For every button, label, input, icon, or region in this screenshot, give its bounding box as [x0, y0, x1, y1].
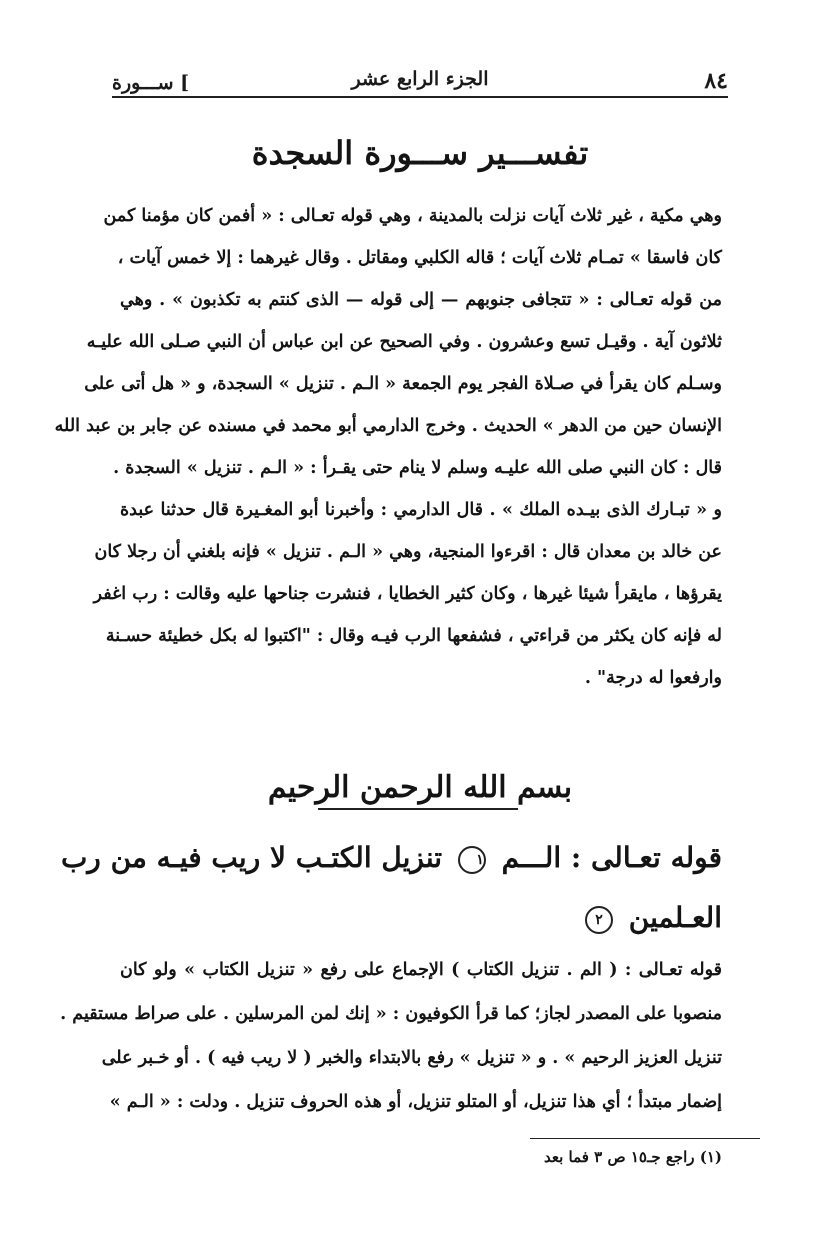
verse-line-2 — [120, 888, 722, 948]
section-title: تفســـير ســـورة السجدة — [251, 134, 589, 172]
text-line: منصوبا على المصدر لجاز؛ كما قرأ الكوفيون : « إنك لمن المرسلين . على صراط مستقيم . — [60, 1004, 722, 1024]
verse-text: تنزيل الكتـب لا ريب فيـه من رب — [60, 841, 443, 874]
header-sura-marker: ] ســـورة — [112, 72, 190, 94]
verse-number-marker: ١ — [458, 846, 486, 874]
text-line: وسـلم كان يقرأ في صـلاة الفجر يوم الجمعة « الـم . تنزيل » السجدة، و « هل أتى على — [84, 374, 722, 394]
text-line: من قوله تعـالى : « تتجافى جنوبهم — إلى قوله — الذى كنتم به تكذبون » . وهي — [120, 290, 722, 310]
text-line: يقرؤها ، مايقرأ شيئا غيرها ، وكان كثير الخطايا ، فنشرت جناحها عليه وقالت : رب اغفر — [93, 584, 722, 604]
text-line: ثلاثون آية . وقيـل تسع وعشرون . وفي الصحيح عن ابن عباس أن النبي صـلى الله عليـه — [86, 332, 722, 352]
text-line: الإنسان حين من الدهر » الحديث . وخرج الدارمي أبو محمد في مسنده عن جابر بن عبد الله — [54, 416, 722, 436]
text-line: قال : كان النبي صلى الله عليـه وسلم لا ينام حتى يقـرأ : « الـم . تنزيل » السجدة . — [113, 458, 722, 478]
text-line: و « تبـارك الذى بيـده الملك » . قال الدارمي : وأخبرنا أبو المغـيرة قال حدثنا عبدة — [120, 500, 722, 520]
text-line: عن خالد بن معدان قال : اقرءوا المنجية، وهي « الـم . تنزيل » فإنه بلغني أن رجلا كان — [94, 542, 722, 562]
text-line: قوله تعـالى : ( الم . تنزيل الكتاب ) الإجماع على رفع « تنزيل الكتاب » ولو كان — [120, 960, 722, 980]
footnote-rule — [530, 1138, 760, 1139]
page-number: ٨٤ — [704, 68, 728, 94]
text-line: تنزيل العزيز الرحيم » . و « تنزيل » رفع بالابتداء والخبر ( لا ريب فيه ) . أو خـبر على — [101, 1048, 722, 1068]
verse-text: العـلمين — [628, 901, 722, 934]
verse-prefix: قوله تعـالى : الـــم — [501, 841, 722, 874]
verse-line-1 — [60, 828, 722, 888]
footnote: (١) راجع جـ١٥ ص ٣ فما بعد — [544, 1148, 722, 1166]
text-line: له فإنه كان يكثر من قراءتي ، فشفعها الرب فيـه وقال : "اكتبوا له بكل خطيئة حسـنة — [105, 626, 722, 646]
basmala: بسم الله الرحمن الرحيم — [267, 770, 573, 805]
basmala-stroke — [318, 808, 518, 810]
text-line: كان فاسقا » تمـام ثلاث آيات ؛ قاله الكلبي ومقاتل . وقال غيرهما : إلا خمس آيات ، — [117, 248, 722, 268]
verse-number-marker: ٢ — [585, 906, 613, 934]
text-line: وارفعوا له درجة" . — [584, 668, 722, 688]
header-rule — [112, 96, 728, 98]
text-line: وهي مكية ، غير ثلاث آيات نزلت بالمدينة ، وهي قوله تعـالى : « أفمن كان مؤمنا كمن — [103, 206, 722, 226]
header-title: الجزء الرابع عشر — [351, 68, 489, 90]
text-line: إضمار مبتدأ ؛ أي هذا تنزيل، أو المتلو تنزيل، أو هذه الحروف تنزيل . ودلت : « الـم » — [109, 1092, 722, 1112]
running-header — [112, 60, 728, 94]
